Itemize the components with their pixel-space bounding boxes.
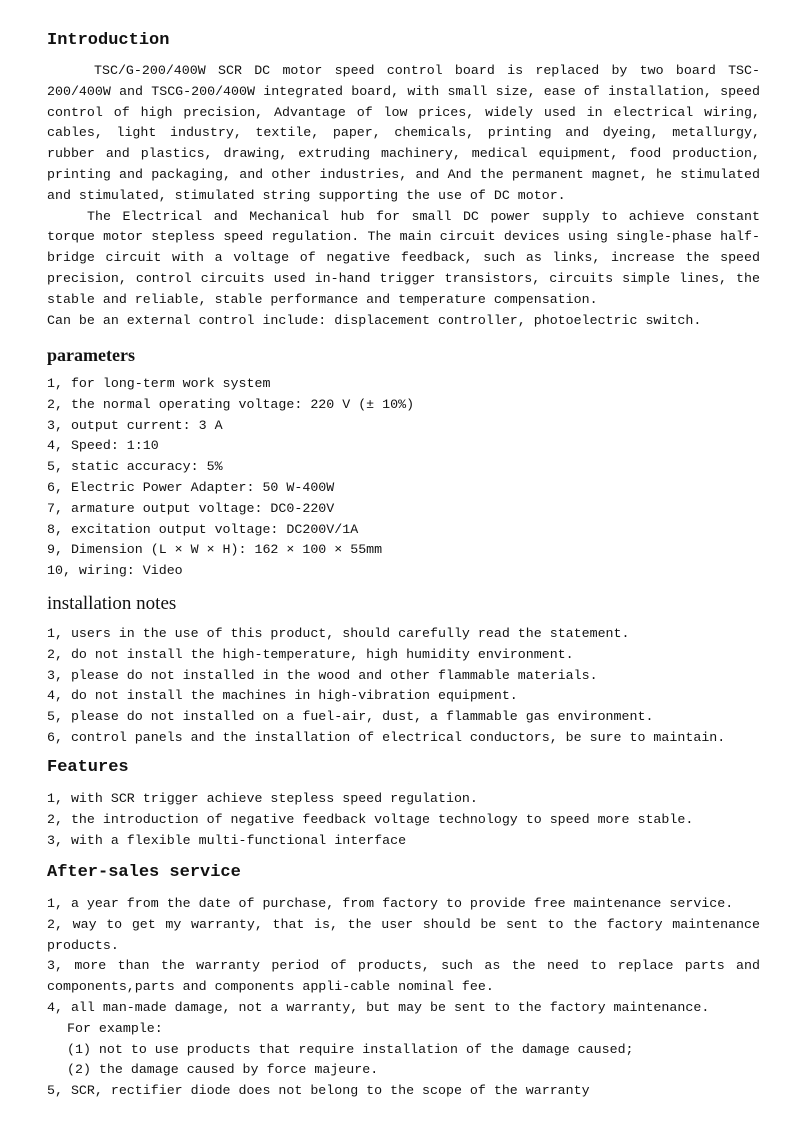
- features-section: [47, 757, 760, 851]
- introduction-heading: Introduction: [47, 31, 170, 50]
- parameter-item: 2, the normal operating voltage: 220 V (± 10%): [47, 396, 415, 412]
- parameter-item: 5, static accuracy: 5%: [47, 459, 223, 475]
- installation-item: 1, users in the use of this product, should carefully read the statement.: [47, 626, 630, 641]
- after-sales-item: 4, all man-made damage, not a warranty, but may be sent to the factory maintenance.: [47, 999, 710, 1015]
- feature-item: 1, with SCR trigger achieve stepless speed regulation.: [47, 791, 478, 806]
- after-sales-item: 1, a year from the date of purchase, from factory to provide free maintenance service.: [47, 896, 734, 911]
- parameter-item: 3, output current: 3 A: [47, 417, 223, 433]
- after-sales-item: 2, way to get my warranty, that is, the user should be sent to the factory maintenance products.: [47, 916, 760, 953]
- parameter-item: 9, Dimension (L × W × H): 162 × 100 × 55mm: [47, 542, 383, 558]
- intro-paragraph: Can be an external control include: displacement controller, photoelectric switch.: [47, 312, 702, 328]
- after-sales-heading: After-sales service: [47, 863, 241, 882]
- intro-paragraph: TSC/G-200/400W SCR DC motor speed control board is replaced by two board TSC-200/400W and TSCG-200/400W integrated board, with small size, ease of installation, speed control of high precision, Advantage of low prices, widely used in electrical wiring, cables, light industry, textile, paper, chemicals, printing and dyeing, metallurgy, rubber and plastics, drawing, extruding machinery, medical equipment, food production, printing and packaging, and other industries, and And the permanent magnet, he stimulated and stimulated, stimulated string supporting the use of DC motor.: [47, 63, 760, 203]
- after-sales-item: 3, more than the warranty period of products, such as the need to replace parts and components,parts and components appli-cable nominal fee.: [47, 958, 760, 995]
- parameter-item: 1, for long-term work system: [47, 376, 271, 391]
- feature-item: 2, the introduction of negative feedback voltage technology to speed more stable.: [47, 811, 694, 827]
- parameters-heading: parameters: [47, 345, 135, 365]
- intro-paragraph: The Electrical and Mechanical hub for small DC power supply to achieve constant torque motor stepless speed regulation. The main circuit devices using single-phase half-bridge circuit with a voltage of negative feedback, such as links, increase the speed precision, control circuits used in-hand trigger transistors, circuits simple lines, the stable and reliable, stable performance and temperature compensation.: [47, 208, 760, 307]
- parameter-item: 7, armature output voltage: DC0-220V: [47, 500, 335, 516]
- features-heading: Features: [47, 758, 129, 777]
- introduction-section: [47, 30, 760, 331]
- example-label: For example:: [67, 1020, 163, 1036]
- after-sales-section: [47, 862, 760, 1102]
- example-item: (2) the damage caused by force majeure.: [67, 1062, 379, 1078]
- parameters-section: [47, 344, 760, 582]
- feature-item: 3, with a flexible multi-functional interface: [47, 832, 407, 848]
- installation-item: 4, do not install the machines in high-vibration equipment.: [47, 688, 518, 704]
- example-item: (1) not to use products that require installation of the damage caused;: [67, 1041, 634, 1057]
- after-sales-item: 5, SCR, rectifier diode does not belong to the scope of the warranty: [47, 1083, 590, 1099]
- parameter-item: 4, Speed: 1:10: [47, 438, 159, 454]
- installation-item: 2, do not install the high-temperature, high humidity environment.: [47, 646, 574, 662]
- installation-heading: installation notes: [47, 593, 177, 614]
- installation-item: 6, control panels and the installation of electrical conductors, be sure to maintain.: [47, 729, 726, 745]
- installation-section: [47, 593, 760, 749]
- parameter-item: 8, excitation output voltage: DC200V/1A: [47, 521, 359, 537]
- parameter-item: 6, Electric Power Adapter: 50 W-400W: [47, 479, 335, 495]
- parameter-item: 10, wiring: Video: [47, 563, 183, 579]
- installation-item: 3, please do not installed in the wood and other flammable materials.: [47, 667, 598, 683]
- installation-item: 5, please do not installed on a fuel-air, dust, a flammable gas environment.: [47, 709, 654, 725]
